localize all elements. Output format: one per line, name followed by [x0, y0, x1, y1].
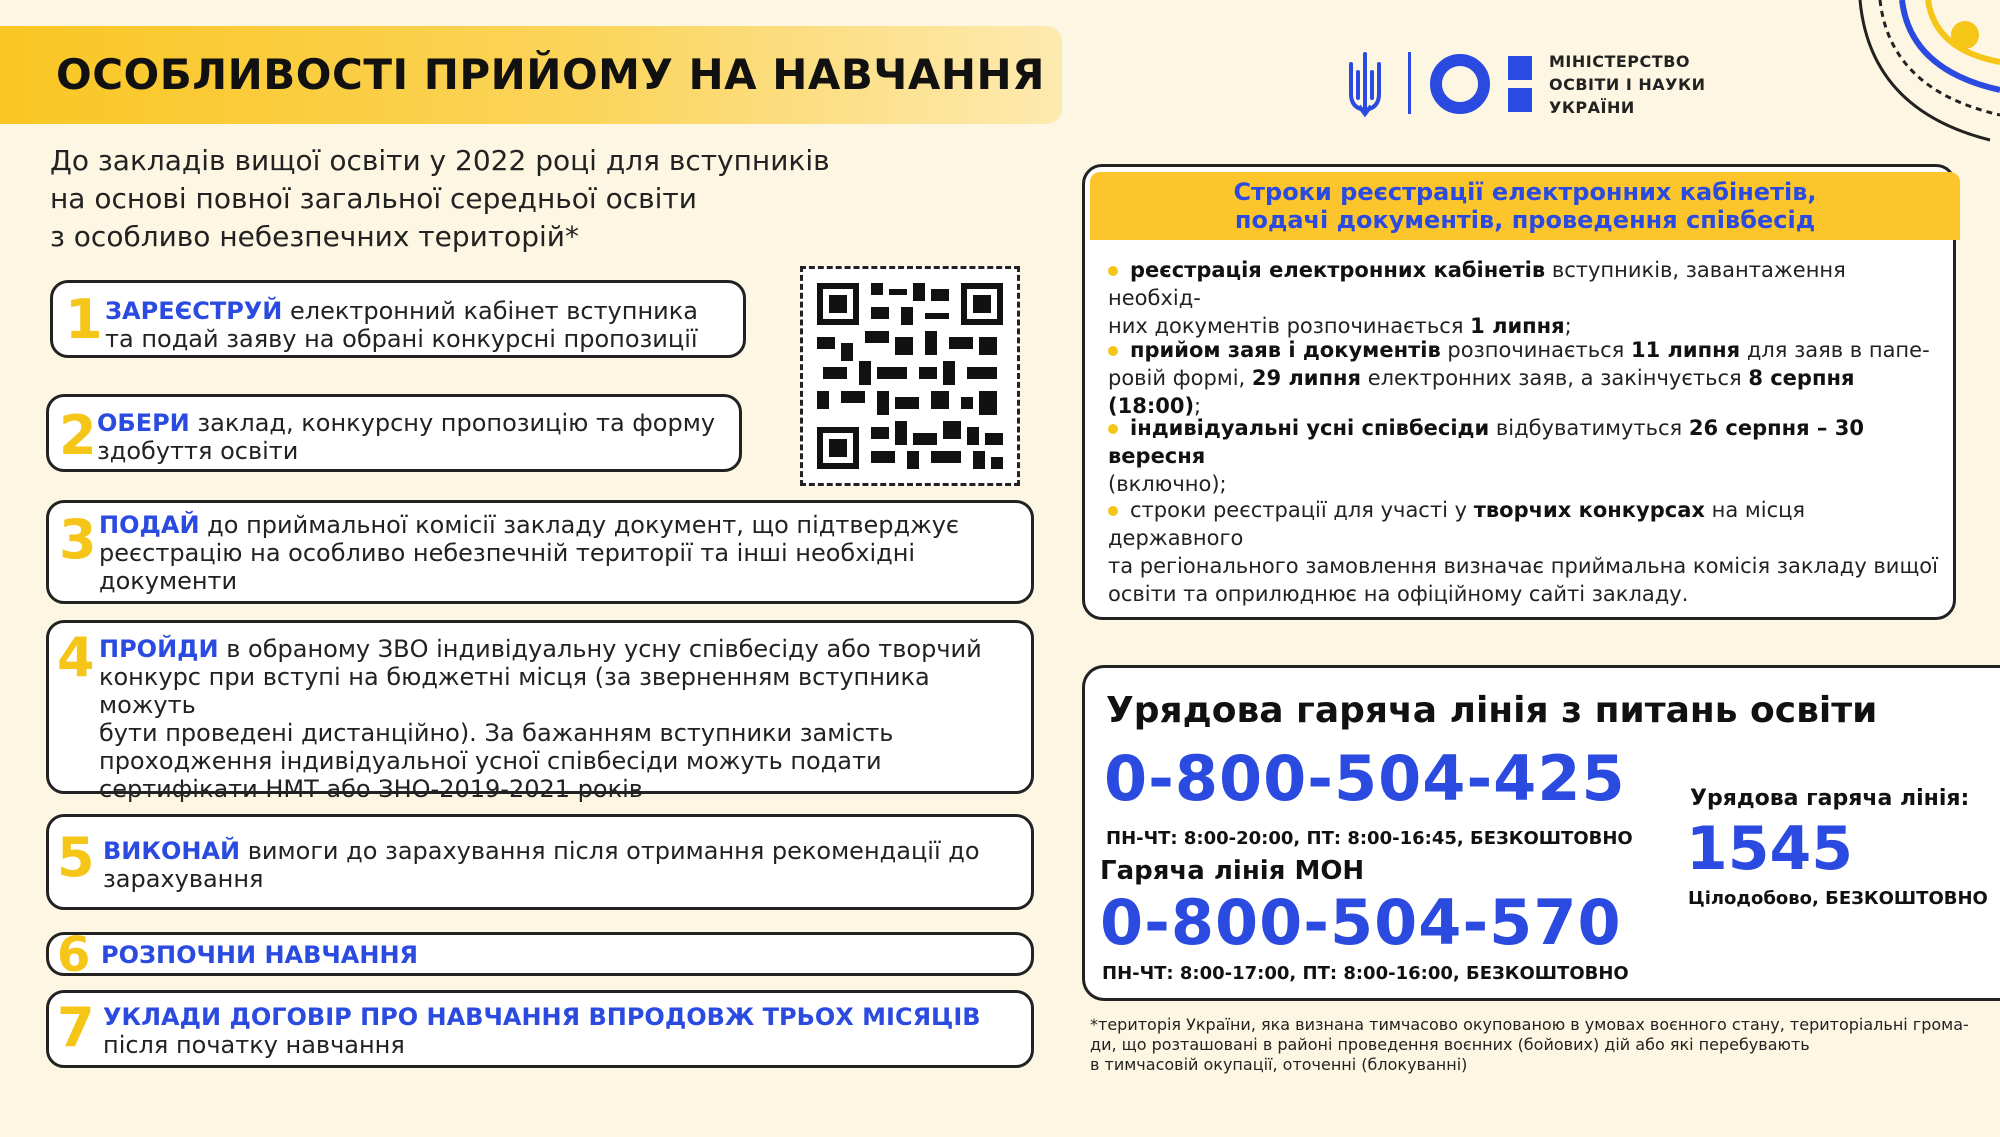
step-keyword: РОЗПОЧНИ НАВЧАННЯ	[101, 941, 419, 969]
step-number: 2	[59, 404, 97, 467]
footnote	[1090, 1015, 1990, 1075]
step-7	[46, 990, 1034, 1068]
step-line: документи	[99, 567, 238, 595]
registration-bullet-2	[1108, 336, 1940, 420]
qr-code[interactable]	[800, 266, 1020, 486]
step-line: вимоги до зарахування після отримання рекомендації до	[240, 837, 980, 865]
step-3	[46, 500, 1034, 604]
ministry-line: МІНІСТЕРСТВО	[1549, 52, 1690, 71]
step-keyword: УКЛАДИ ДОГОВІР ПРО НАВЧАННЯ ВПРОДОВЖ ТРЬОХ МІСЯЦІВ	[103, 1003, 981, 1031]
bullet-bold: 1 липня	[1470, 314, 1565, 338]
bullet-bold: 26 серпня – 30 вересня	[1108, 416, 1864, 468]
step-line: здобуття освіти	[97, 437, 299, 465]
bullet-bold: реєстрація електронних кабінетів	[1130, 258, 1546, 282]
step-text	[97, 409, 715, 465]
step-6	[46, 927, 1034, 983]
gov-hotline-hours: Цілодобово, БЕЗКОШТОВНО	[1688, 888, 1988, 909]
step-text	[99, 511, 959, 595]
bullet-bold: 8 серпня (18:00)	[1108, 366, 1855, 418]
hotline-phone-1[interactable]: 0-800-504-425	[1104, 742, 1626, 815]
step-line: сертифікати НМТ або ЗНО-2019-2021 років	[99, 775, 643, 803]
ministry-line: УКРАЇНИ	[1549, 98, 1635, 117]
bullet-dot	[1108, 266, 1118, 276]
step-line: та подай заяву на обрані конкурсні пропозиції	[105, 325, 698, 353]
bullet-bold: прийом заяв і документів	[1130, 338, 1441, 362]
step-line: конкурс при вступі на бюджетні місця (за зверненням вступника можуть	[99, 663, 930, 719]
step-keyword: ПРОЙДИ	[99, 635, 219, 663]
step-number: 4	[57, 626, 95, 689]
bullet-text: вступників, завантаження необхід-	[1108, 258, 1846, 310]
step-line: бути проведені дистанційно). За бажанням вступники замість	[99, 719, 894, 747]
bullet-dot	[1108, 346, 1118, 356]
registration-heading	[1090, 178, 1960, 234]
qr-code-icon	[811, 277, 1009, 475]
bullet-text: ;	[1194, 394, 1202, 418]
gov-hotline-phone[interactable]: 1545	[1686, 814, 1853, 884]
step-text	[105, 297, 698, 353]
bullet-text: освіти та оприлюднює на офіційному сайті закладу.	[1108, 582, 1689, 606]
step-4	[46, 620, 1034, 803]
bullet-text: них документів розпочинається	[1108, 314, 1471, 338]
step-2	[46, 394, 742, 472]
registration-bullet-4	[1108, 496, 1940, 608]
intro-text	[50, 142, 850, 256]
bullet-text: електронних заяв, а закінчується	[1361, 366, 1749, 390]
step-line: електронний кабінет вступника	[282, 297, 698, 325]
step-line: в обраному ЗВО індивідуальну усну співбесіду або творчий	[218, 635, 982, 663]
bullet-bold: 11 липня	[1631, 338, 1741, 362]
heading-line: Строки реєстрації електронних кабінетів,	[1233, 178, 1817, 206]
step-number: 6	[57, 927, 91, 983]
step-keyword: ПОДАЙ	[99, 511, 200, 539]
hotline-hours-1: ПН-ЧТ: 8:00-20:00, ПТ: 8:00-16:45, БЕЗКОШТОВНО	[1106, 828, 1633, 849]
step-line: реєстрацію на особливо небезпечній території та інші необхідні	[99, 539, 916, 567]
bullet-text: (включно);	[1108, 472, 1227, 496]
hotline-title: Урядова гаряча лінія з питань освіти	[1106, 690, 1878, 731]
ministry-name	[1549, 50, 1705, 119]
hotline-phone-2[interactable]: 0-800-504-570	[1100, 886, 1622, 959]
step-line: зарахування	[103, 865, 264, 893]
bullet-text: та регіонального замовлення визначає приймальна комісія закладу вищої	[1108, 554, 1938, 578]
step-text	[103, 1003, 981, 1059]
step-line: після початку навчання	[103, 1031, 405, 1059]
bullet-bold: індивідуальні усні співбесіди	[1130, 416, 1490, 440]
step-5	[46, 814, 1034, 910]
intro-line: на основі повної загальної середньої освіти	[50, 182, 697, 215]
step-text	[103, 837, 980, 893]
bullet-text: на місця державного	[1108, 498, 1806, 550]
bullet-text: ;	[1564, 314, 1572, 338]
step-number: 1	[65, 288, 103, 351]
footnote-line: ди, що розташовані в районі проведення воєнних (бойових) дій або які перебувають	[1090, 1035, 1810, 1054]
footnote-line: *територія України, яка визнана тимчасово окупованою в умовах воєнного стану, територіальні грома-	[1090, 1015, 1969, 1034]
bullet-bold: 29 липня	[1251, 366, 1362, 390]
intro-line: До закладів вищої освіти у 2022 році для вступників	[50, 144, 830, 177]
mon-hotline-label: Гаряча лінія МОН	[1100, 856, 1365, 886]
step-line: проходження індивідуальної усної співбесіди можуть подати	[99, 747, 882, 775]
page-title: ОСОБЛИВОСТІ ПРИЙОМУ НА НАВЧАННЯ	[56, 50, 1045, 99]
decorative-arcs-icon	[1840, 0, 2000, 150]
logo-divider	[1408, 52, 1411, 114]
bullet-dot	[1108, 424, 1118, 434]
trident-emblem-icon	[1345, 50, 1385, 118]
bullet-text: для заяв в папе-	[1740, 338, 1930, 362]
bullet-text: відбуватимуться	[1489, 416, 1689, 440]
step-keyword: ВИКОНАЙ	[103, 837, 241, 865]
bullet-text: розпочинається	[1440, 338, 1631, 362]
mon-logo-icon	[1428, 48, 1548, 120]
heading-line: подачі документів, проведення співбесід	[1234, 206, 1816, 234]
bullet-dot	[1108, 506, 1118, 516]
hotline-hours-2: ПН-ЧТ: 8:00-17:00, ПТ: 8:00-16:00, БЕЗКОШТОВНО	[1102, 963, 1629, 984]
intro-line: з особливо небезпечних територій*	[50, 220, 580, 253]
step-number: 3	[59, 508, 97, 571]
bullet-text: строки реєстрації для участі у	[1130, 498, 1474, 522]
registration-bullet-1	[1108, 256, 1940, 340]
registration-bullet-3	[1108, 414, 1940, 498]
bullet-text: ровій формі,	[1108, 366, 1252, 390]
step-keyword: ЗАРЕЄСТРУЙ	[105, 297, 283, 325]
footnote-line: в тимчасовій окупації, оточенні (блокуванні)	[1090, 1055, 1468, 1074]
step-text	[99, 635, 1031, 803]
gov-hotline-label: Урядова гаряча лінія:	[1690, 786, 1970, 811]
bullet-bold: творчих конкурсах	[1473, 498, 1705, 522]
step-keyword: ОБЕРИ	[97, 409, 190, 437]
step-text	[101, 941, 418, 969]
step-number: 5	[57, 826, 95, 889]
step-line: до приймальної комісії закладу документ, що підтверджує	[199, 511, 960, 539]
step-number: 7	[57, 996, 95, 1059]
step-1	[50, 280, 746, 358]
ministry-line: ОСВІТИ І НАУКИ	[1549, 75, 1706, 94]
step-line: заклад, конкурсну пропозицію та форму	[189, 409, 716, 437]
